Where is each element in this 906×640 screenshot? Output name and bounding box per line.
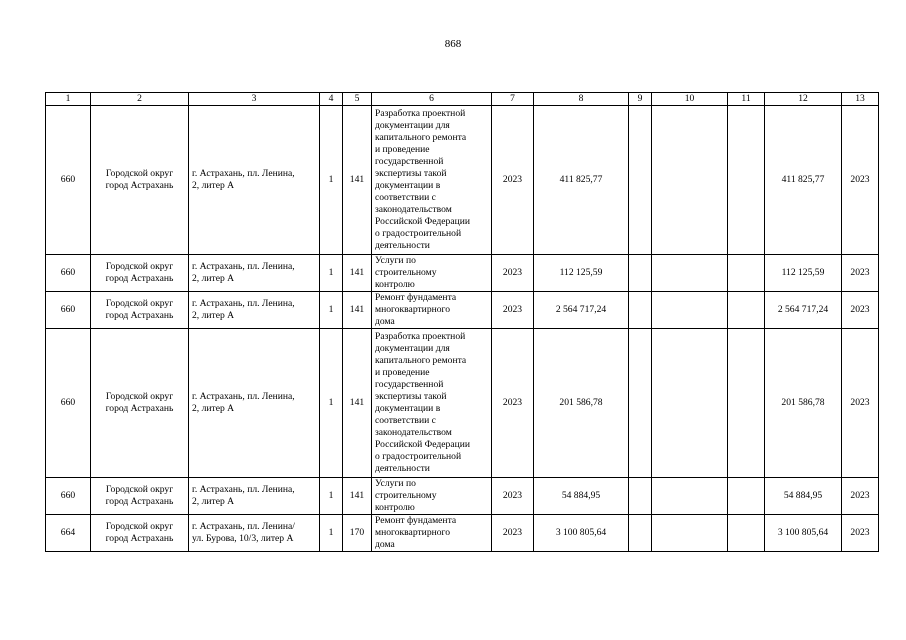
cell-municipality: Городской округ город Астрахань xyxy=(91,292,189,329)
cell-cost-total: 2 564 717,24 xyxy=(765,292,842,329)
cell-col-9 xyxy=(629,515,652,552)
cell-col-11 xyxy=(728,255,765,292)
cell-col-4: 1 xyxy=(320,106,343,255)
cell-address: г. Астрахань, пл. Ленина, 2, литер А xyxy=(189,329,320,478)
cell-col-5: 170 xyxy=(343,515,372,552)
cell-year: 2023 xyxy=(492,515,534,552)
cell-col-9 xyxy=(629,106,652,255)
cell-year: 2023 xyxy=(492,329,534,478)
cell-col-5: 141 xyxy=(343,106,372,255)
column-number: 1 xyxy=(46,93,91,106)
cell-municipality: Городской округ город Астрахань xyxy=(91,478,189,515)
cell-object-id: 660 xyxy=(46,255,91,292)
cell-work-type: Ремонт фундамента многоквартирного дома xyxy=(372,515,492,552)
cell-year-end: 2023 xyxy=(842,292,879,329)
cell-cost: 411 825,77 xyxy=(534,106,629,255)
cell-col-11 xyxy=(728,515,765,552)
cell-col-4: 1 xyxy=(320,329,343,478)
cell-col-10 xyxy=(652,255,728,292)
column-number-row xyxy=(46,93,879,106)
cell-cost-total: 54 884,95 xyxy=(765,478,842,515)
cell-work-type: Услуги по строительному контролю xyxy=(372,478,492,515)
table-row xyxy=(46,478,879,515)
column-number: 12 xyxy=(765,93,842,106)
cell-col-10 xyxy=(652,106,728,255)
cell-address: г. Астрахань, пл. Ленина/ ул. Бурова, 10/3, литер А xyxy=(189,515,320,552)
cell-work-type: Разработка проектной документации для капитального ремонта и проведение государственной экспертизы такой документации в соответствии с законодательством Российской Федерации о градостроительной деятельности xyxy=(372,329,492,478)
cell-col-9 xyxy=(629,478,652,515)
cell-year-end: 2023 xyxy=(842,515,879,552)
table-body xyxy=(46,106,879,552)
table-row xyxy=(46,329,879,478)
cell-object-id: 660 xyxy=(46,478,91,515)
cell-year: 2023 xyxy=(492,292,534,329)
cell-address: г. Астрахань, пл. Ленина, 2, литер А xyxy=(189,292,320,329)
cell-work-type: Разработка проектной документации для капитального ремонта и проведение государственной экспертизы такой документации в соответствии с законодательством Российской Федерации о градостроительной деятельности xyxy=(372,106,492,255)
cell-col-9 xyxy=(629,255,652,292)
cell-col-10 xyxy=(652,515,728,552)
cell-col-10 xyxy=(652,478,728,515)
cell-work-type: Услуги по строительному контролю xyxy=(372,255,492,292)
cell-object-id: 660 xyxy=(46,329,91,478)
cell-cost-total: 112 125,59 xyxy=(765,255,842,292)
cell-cost: 54 884,95 xyxy=(534,478,629,515)
page-number: 868 xyxy=(444,38,462,50)
cell-col-5: 141 xyxy=(343,292,372,329)
column-number: 4 xyxy=(320,93,343,106)
column-number: 7 xyxy=(492,93,534,106)
cell-col-5: 141 xyxy=(343,329,372,478)
cell-year-end: 2023 xyxy=(842,329,879,478)
registry-table xyxy=(45,92,879,552)
cell-col-4: 1 xyxy=(320,255,343,292)
cell-object-id: 664 xyxy=(46,515,91,552)
cell-col-10 xyxy=(652,329,728,478)
cell-col-9 xyxy=(629,329,652,478)
cell-col-11 xyxy=(728,292,765,329)
column-number: 9 xyxy=(629,93,652,106)
cell-cost: 2 564 717,24 xyxy=(534,292,629,329)
cell-col-4: 1 xyxy=(320,478,343,515)
cell-year-end: 2023 xyxy=(842,255,879,292)
table-row xyxy=(46,292,879,329)
column-number: 6 xyxy=(372,93,492,106)
cell-col-5: 141 xyxy=(343,255,372,292)
cell-year: 2023 xyxy=(492,106,534,255)
cell-col-5: 141 xyxy=(343,478,372,515)
cell-col-11 xyxy=(728,329,765,478)
cell-col-11 xyxy=(728,478,765,515)
table-row xyxy=(46,515,879,552)
column-number: 11 xyxy=(728,93,765,106)
cell-municipality: Городской округ город Астрахань xyxy=(91,255,189,292)
column-number: 5 xyxy=(343,93,372,106)
column-number: 3 xyxy=(189,93,320,106)
cell-work-type: Ремонт фундамента многоквартирного дома xyxy=(372,292,492,329)
cell-col-10 xyxy=(652,292,728,329)
column-number: 13 xyxy=(842,93,879,106)
cell-year: 2023 xyxy=(492,478,534,515)
table-row xyxy=(46,106,879,255)
cell-address: г. Астрахань, пл. Ленина, 2, литер А xyxy=(189,255,320,292)
cell-cost: 112 125,59 xyxy=(534,255,629,292)
cell-cost-total: 3 100 805,64 xyxy=(765,515,842,552)
cell-municipality: Городской округ город Астрахань xyxy=(91,515,189,552)
cell-municipality: Городской округ город Астрахань xyxy=(91,329,189,478)
cell-cost-total: 201 586,78 xyxy=(765,329,842,478)
cell-cost: 201 586,78 xyxy=(534,329,629,478)
cell-year-end: 2023 xyxy=(842,106,879,255)
cell-year-end: 2023 xyxy=(842,478,879,515)
cell-col-9 xyxy=(629,292,652,329)
cell-col-4: 1 xyxy=(320,292,343,329)
cell-object-id: 660 xyxy=(46,292,91,329)
cell-object-id: 660 xyxy=(46,106,91,255)
cell-address: г. Астрахань, пл. Ленина, 2, литер А xyxy=(189,478,320,515)
cell-col-4: 1 xyxy=(320,515,343,552)
column-number: 8 xyxy=(534,93,629,106)
cell-address: г. Астрахань, пл. Ленина, 2, литер А xyxy=(189,106,320,255)
column-number: 10 xyxy=(652,93,728,106)
cell-year: 2023 xyxy=(492,255,534,292)
column-number: 2 xyxy=(91,93,189,106)
cell-cost-total: 411 825,77 xyxy=(765,106,842,255)
cell-municipality: Городской округ город Астрахань xyxy=(91,106,189,255)
cell-col-11 xyxy=(728,106,765,255)
cell-cost: 3 100 805,64 xyxy=(534,515,629,552)
table-row xyxy=(46,255,879,292)
